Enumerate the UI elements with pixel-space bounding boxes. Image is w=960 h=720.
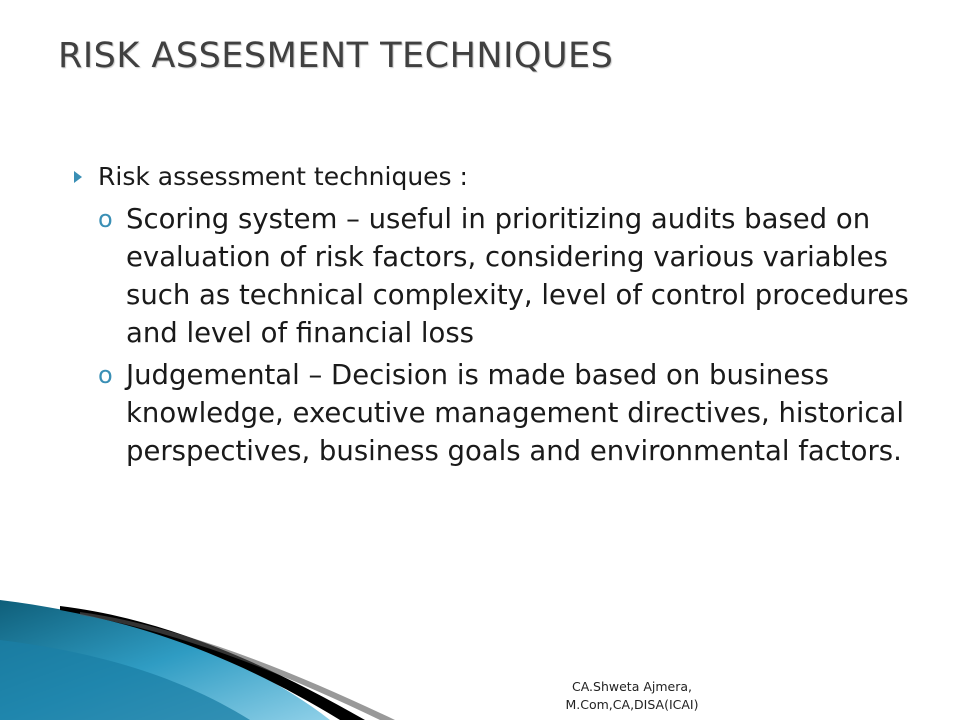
circle-bullet-icon: o <box>98 361 113 389</box>
bullet-list <box>72 158 912 474</box>
bullet-item <box>72 158 912 196</box>
footer-line: CA.Shweta Ajmera, <box>571 679 692 694</box>
sub-bullet-text: Scoring system – useful in prioritizing audits based on evaluation of risk factors, considering various variables such as technical complexity, level of control procedures and level of financial loss <box>126 203 909 349</box>
circle-bullet-icon: o <box>98 205 113 233</box>
slide-title: RISK ASSESMENT TECHNIQUES <box>58 36 614 76</box>
bullet-text: Risk assessment techniques : <box>98 162 468 191</box>
triangle-right-icon <box>74 171 82 183</box>
sub-bullet-text: Judgemental – Decision is made based on business knowledge, executive management directives, historical perspectives, business goals and environmental factors. <box>126 359 905 467</box>
footer-line: M.Com,CA,DISA(ICAI) <box>565 697 699 712</box>
sub-bullet-item <box>72 200 912 352</box>
author-footer <box>552 678 712 714</box>
sub-bullet-item <box>72 356 912 470</box>
